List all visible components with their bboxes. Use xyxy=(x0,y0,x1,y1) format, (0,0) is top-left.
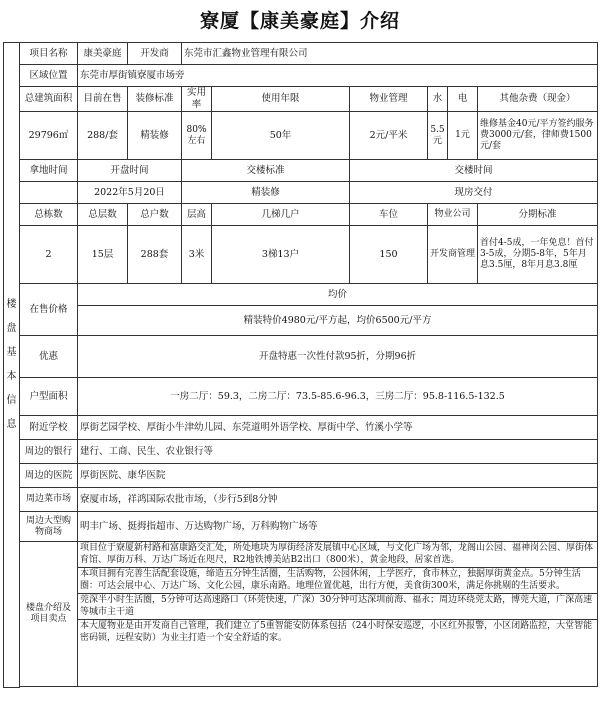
height-value: 3米 xyxy=(182,226,212,284)
usage-rate-header: 实用率 xyxy=(182,87,212,112)
term-header: 使用年限 xyxy=(212,87,350,112)
developer-value: 东莞市汇鑫物业管理有限公司 xyxy=(182,43,598,65)
water-value: 5.5元 xyxy=(428,112,448,160)
other-fees-header: 其他杂费（现金） xyxy=(478,87,598,112)
floors-value: 15层 xyxy=(78,226,128,284)
nearby-bank-label: 周边的银行 xyxy=(20,440,78,464)
side-label xyxy=(4,43,20,688)
land-time-header: 拿地时间 xyxy=(20,160,78,182)
electric-header: 电 xyxy=(448,87,478,112)
electric-value: 1元 xyxy=(448,112,478,160)
intro-paragraph-amenities: 本项目拥有完善生活配套设施，缔造五分钟生活圈，生活购物，公园休闲，上学医疗，食市林立，独据厚街黄金点。5分钟生活圈：可达会展中心、万达广场、文化公园，康乐南路。地理位置优越，出行方便，美食街300米，满足你挑剔的生活要求。 xyxy=(78,568,597,594)
price-label: 在售价格 xyxy=(20,284,78,336)
property-mgmt-header: 物业管理 xyxy=(350,87,428,112)
total-area-value: 29796㎡ xyxy=(20,112,78,160)
nearby-mall-label: 周边大型购物商场 xyxy=(20,512,78,542)
installment-header: 分期标准 xyxy=(478,204,598,226)
side-label-char: 息 xyxy=(6,419,17,430)
delivery-std-value: 精装修 xyxy=(182,182,350,204)
usage-rate-value: 80%左右 xyxy=(182,112,212,160)
intro-paragraph-transport: 莞深半小时生活圈，5分钟可达高速路口（环莞快速，广深）30分钟可达深圳前海、福永；周边环绕莞太路，博莞大道，广深高速等城市主干道 xyxy=(78,594,597,620)
property-mgmt-value: 2元/平米 xyxy=(350,112,428,160)
open-time-header: 开盘时间 xyxy=(78,160,182,182)
intro-paragraph-location: 项目位于寮厦新村路和富康路交汇处，所处地块为厚街经济发展镇中心区域，与文化广场为邻，龙阁山公园、福神岗公园、厚街体育馆、厚街万科、万达广场近在咫尺，R2地铁博美站B2出口（800米），黄金地段，居家首选。 xyxy=(78,542,597,568)
households-value: 288套 xyxy=(128,226,182,284)
nearby-mall-value: 明丰广场、挺拇指超市、万达购物广场，万科购物广场等 xyxy=(78,512,598,542)
parking-header: 车位 xyxy=(350,204,428,226)
delivery-time-value: 现房交付 xyxy=(350,182,598,204)
water-header: 水 xyxy=(428,87,448,112)
installment-value: 首付4-5成，一年免息！首付3-5成，分期5-8年，5年月息3.5厘，8年月息3.8厘 xyxy=(478,226,598,284)
property-co-value: 开发商管理 xyxy=(428,226,478,284)
open-time-value: 2022年5月20日 xyxy=(78,182,182,204)
buildings-value: 2 xyxy=(20,226,78,284)
total-area-header: 总建筑面积 xyxy=(20,87,78,112)
location-value: 东莞市厚街镇寮厦市场旁 xyxy=(78,65,598,87)
land-time-value xyxy=(20,182,78,204)
parking-value: 150 xyxy=(350,226,428,284)
intro-content xyxy=(78,542,598,687)
nearby-hospital-label: 周边的医院 xyxy=(20,464,78,488)
intro-paragraph-security: 本大厦物业是由开发商自己管理，我们建立了5重智能安防体系包括（24小时保安巡逻，小区红外报警，小区闭路监控，大堂智能密码锁，远程安防）为业主打造一个安全舒适的家。 xyxy=(80,621,593,643)
decoration-value: 精装修 xyxy=(128,112,182,160)
location-label: 区域位置 xyxy=(20,65,78,87)
ladder-value: 3梯13户 xyxy=(212,226,350,284)
unit-area-value: 一房二厅：59.3，二房二厅：73.5-85.6-96.3，三房二厅：95.8-116.5-132.5 xyxy=(78,378,598,416)
nearby-school-label: 附近学校 xyxy=(20,416,78,440)
households-header: 总户数 xyxy=(128,204,182,226)
intro-label: 楼盘介绍及项目卖点 xyxy=(20,542,78,687)
side-label-char: 信 xyxy=(6,395,17,406)
other-fees-value: 维修基金40元/平方签约服务费3000元/套，律师费1500元/套 xyxy=(478,112,598,160)
unit-area-label: 户型面积 xyxy=(20,378,78,416)
discount-label: 优惠 xyxy=(20,336,78,378)
project-name-label: 项目名称 xyxy=(20,43,78,65)
delivery-time-header: 交楼时间 xyxy=(350,160,598,182)
side-label-char: 盘 xyxy=(6,323,17,334)
project-name-value: 康美豪庭 xyxy=(78,43,128,65)
nearby-hospital-value: 厚街医院、康华医院 xyxy=(78,464,598,488)
discount-value: 开盘特惠一次性付款95折，分期96折 xyxy=(78,336,598,378)
side-label-char: 本 xyxy=(6,371,17,382)
page-title: 寮厦【康美豪庭】介绍 xyxy=(199,10,400,32)
delivery-std-header: 交楼标准 xyxy=(182,160,350,182)
price-value: 精装特价4980元/平方起，均价6500元/平方 xyxy=(78,306,598,336)
nearby-market-label: 周边菜市场 xyxy=(20,488,78,512)
developer-label: 开发商 xyxy=(128,43,182,65)
decoration-header: 装修标准 xyxy=(128,87,182,112)
nearby-bank-value: 建行、工商、民生、农业银行等 xyxy=(78,440,598,464)
buildings-header: 总栋数 xyxy=(20,204,78,226)
on-sale-value: 288/套 xyxy=(78,112,128,160)
side-label-char: 楼 xyxy=(6,299,17,310)
side-label-char: 基 xyxy=(6,347,17,358)
nearby-school-value: 厚街艺园学校、厚街小牛津幼儿园、东莞道明外语学校、厚街中学、竹溪小学等 xyxy=(78,416,598,440)
on-sale-header: 目前在售 xyxy=(78,87,128,112)
property-co-header: 物业公司 xyxy=(428,204,478,226)
height-header: 层高 xyxy=(182,204,212,226)
floors-header: 总层数 xyxy=(78,204,128,226)
price-header: 均价 xyxy=(78,284,598,306)
property-info-table xyxy=(3,42,598,688)
ladder-header: 几梯几户 xyxy=(212,204,350,226)
nearby-market-value: 寮厦市场，祥鸿国际农批市场，（步行5到8分钟 xyxy=(78,488,598,512)
term-value: 50年 xyxy=(212,112,350,160)
